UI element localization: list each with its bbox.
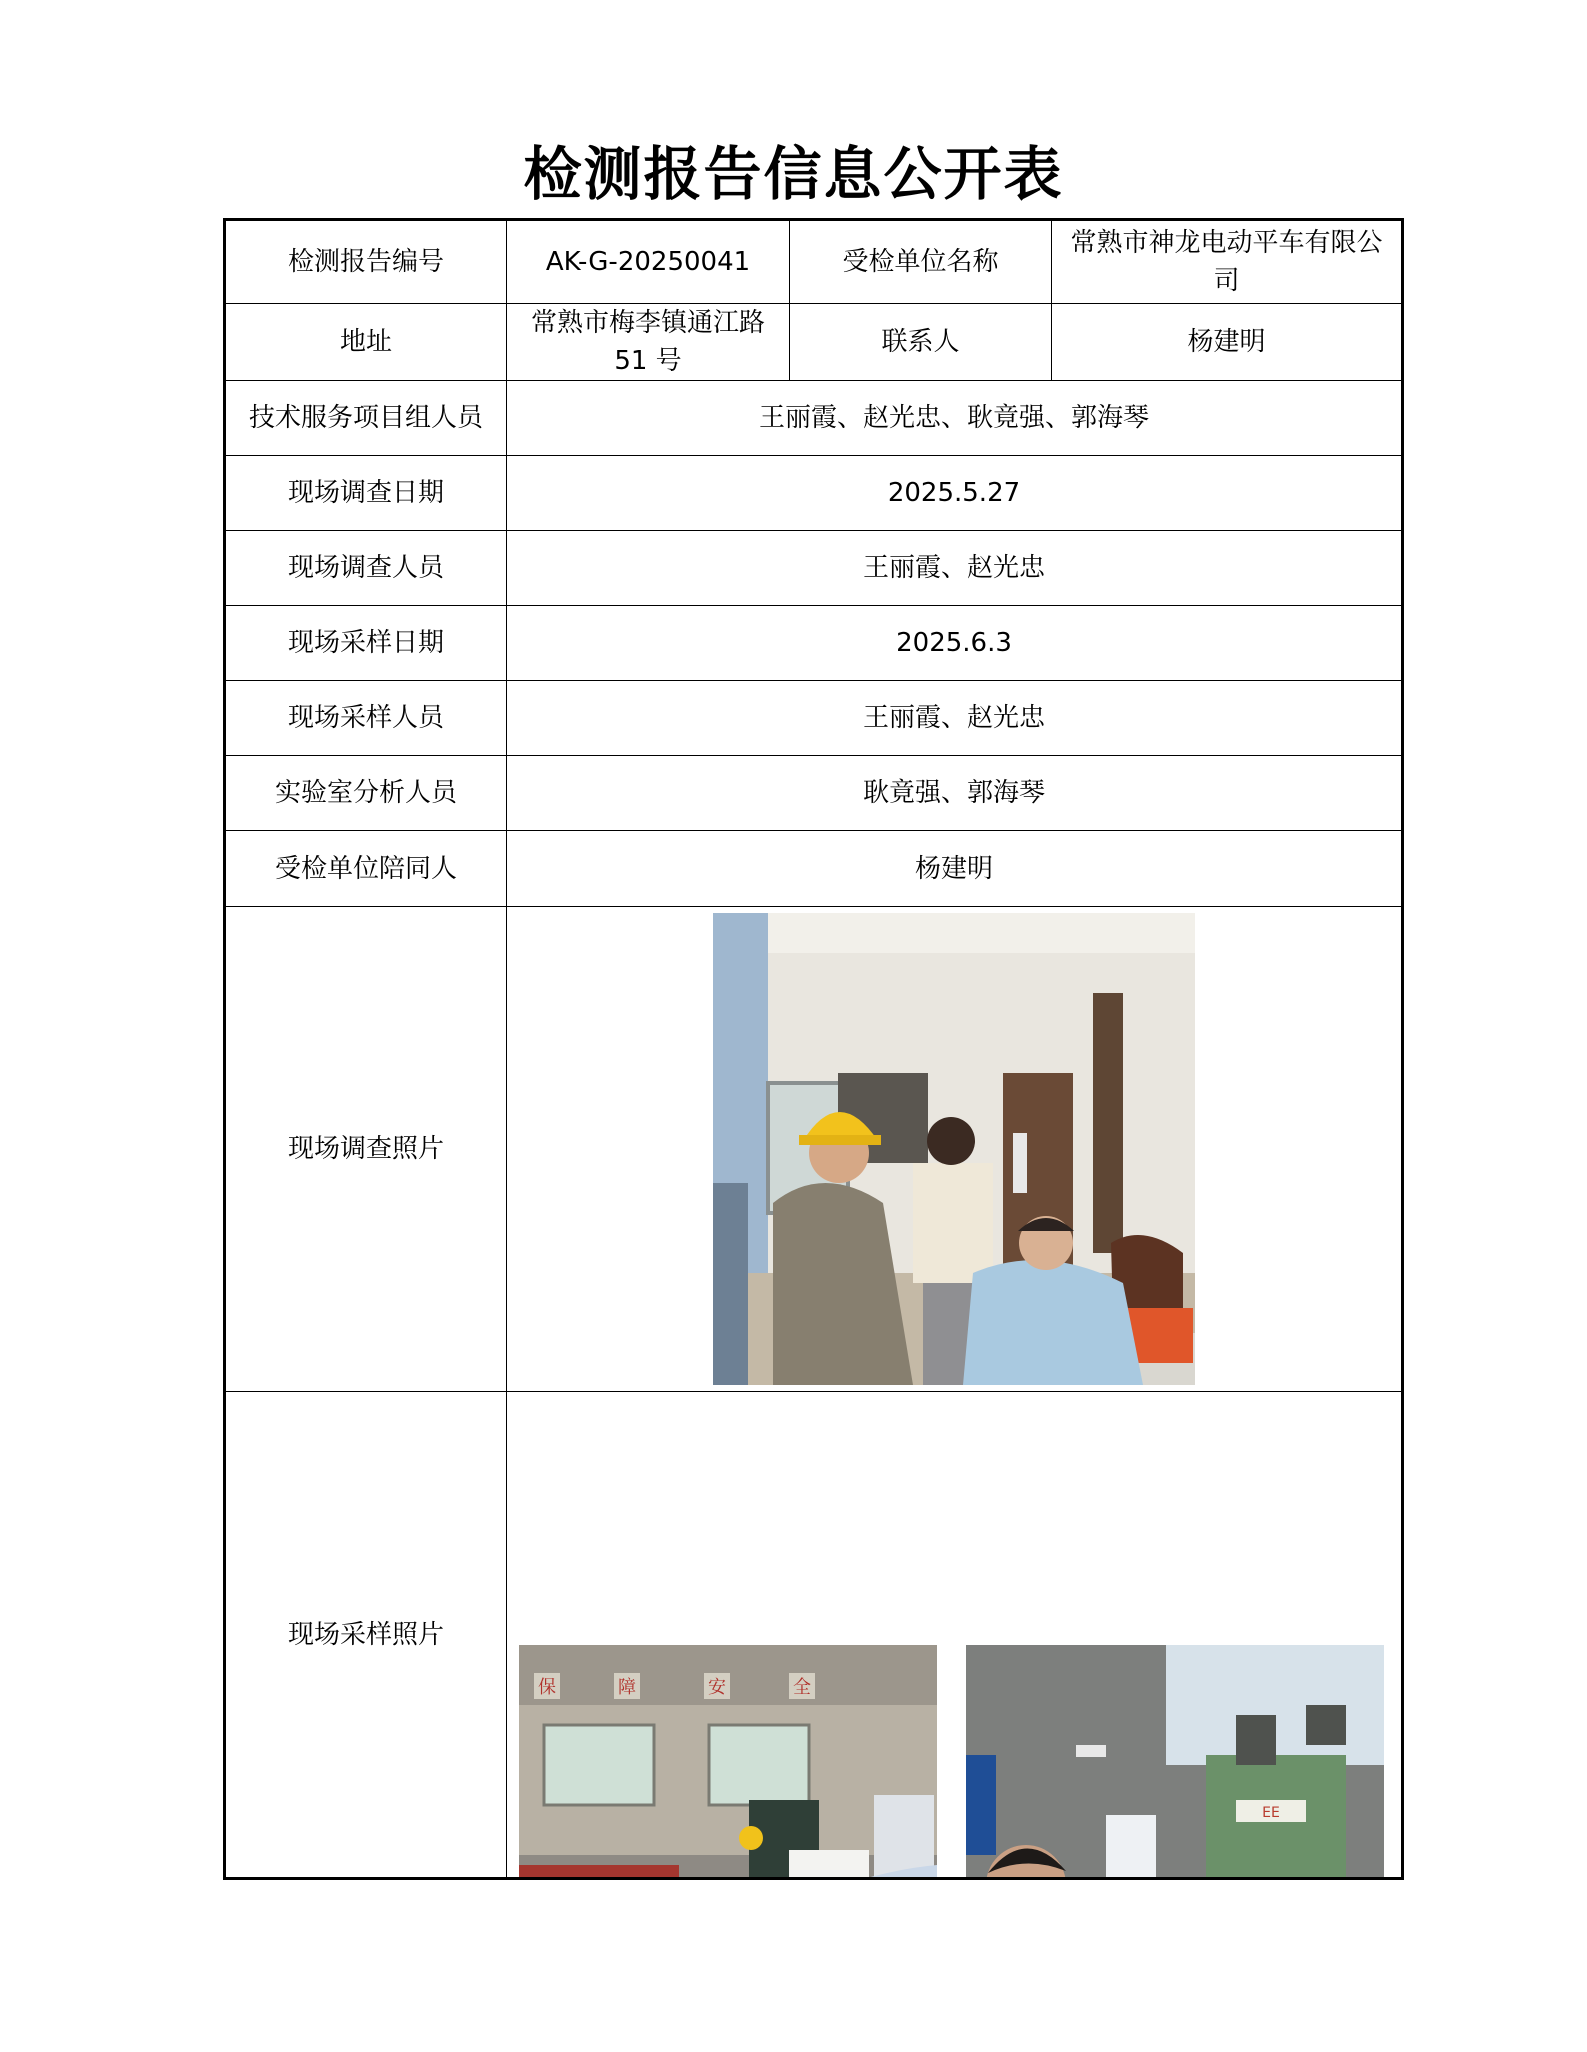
page-title: 检测报告信息公开表 [523,140,1064,208]
lab-staff-label: 实验室分析人员 [225,756,507,831]
table-row [225,1392,1403,1879]
survey-staff-label: 现场调查人员 [225,531,507,606]
table-row [225,220,1403,304]
address-value: 常熟市梅李镇通江路 51 号 [507,304,790,381]
table-row [225,831,1403,907]
table-row [225,456,1403,531]
sampling-date-value: 2025.6.3 [507,606,1403,681]
banner-char: 安 [708,1676,726,1698]
table-row [225,531,1403,606]
survey-staff-value: 王丽霞、赵光忠 [507,531,1403,606]
sampling-photo-left [519,1645,937,1879]
address-label: 地址 [225,304,507,381]
banner-char: 保 [538,1676,556,1698]
contact-value: 杨建明 [1052,304,1403,381]
unit-name-label: 受检单位名称 [790,220,1052,304]
team-label: 技术服务项目组人员 [225,381,507,456]
table-row [225,304,1403,381]
table-row [225,681,1403,756]
sampling-staff-value: 王丽霞、赵光忠 [507,681,1403,756]
escort-label: 受检单位陪同人 [225,831,507,907]
team-value: 王丽霞、赵光忠、耿竟强、郭海琴 [507,381,1403,456]
sampling-photo-label: 现场采样照片 [225,1392,507,1879]
report-no-value: AK-G-20250041 [507,220,790,304]
sampling-staff-label: 现场采样人员 [225,681,507,756]
banner-char: 障 [618,1676,636,1698]
report-info-table [223,218,1404,1880]
lab-staff-value: 耿竟强、郭海琴 [507,756,1403,831]
table-row [225,606,1403,681]
survey-date-label: 现场调查日期 [225,456,507,531]
contact-label: 联系人 [790,304,1052,381]
report-no-label: 检测报告编号 [225,220,507,304]
sampling-photo-cell [507,1392,1403,1879]
table-row [225,756,1403,831]
machine-tag: EE [1261,1804,1280,1821]
sampling-date-label: 现场采样日期 [225,606,507,681]
sampling-photo-right [966,1645,1384,1879]
escort-value: 杨建明 [507,831,1403,907]
unit-name-value: 常熟市神龙电动平车有限公司 [1052,220,1403,304]
survey-photo-label: 现场调查照片 [225,907,507,1392]
table-row [225,907,1403,1392]
survey-date-value: 2025.5.27 [507,456,1403,531]
survey-photo [713,913,1195,1385]
banner-char: 全 [793,1676,811,1698]
survey-photo-cell [507,907,1403,1392]
table-row [225,381,1403,456]
